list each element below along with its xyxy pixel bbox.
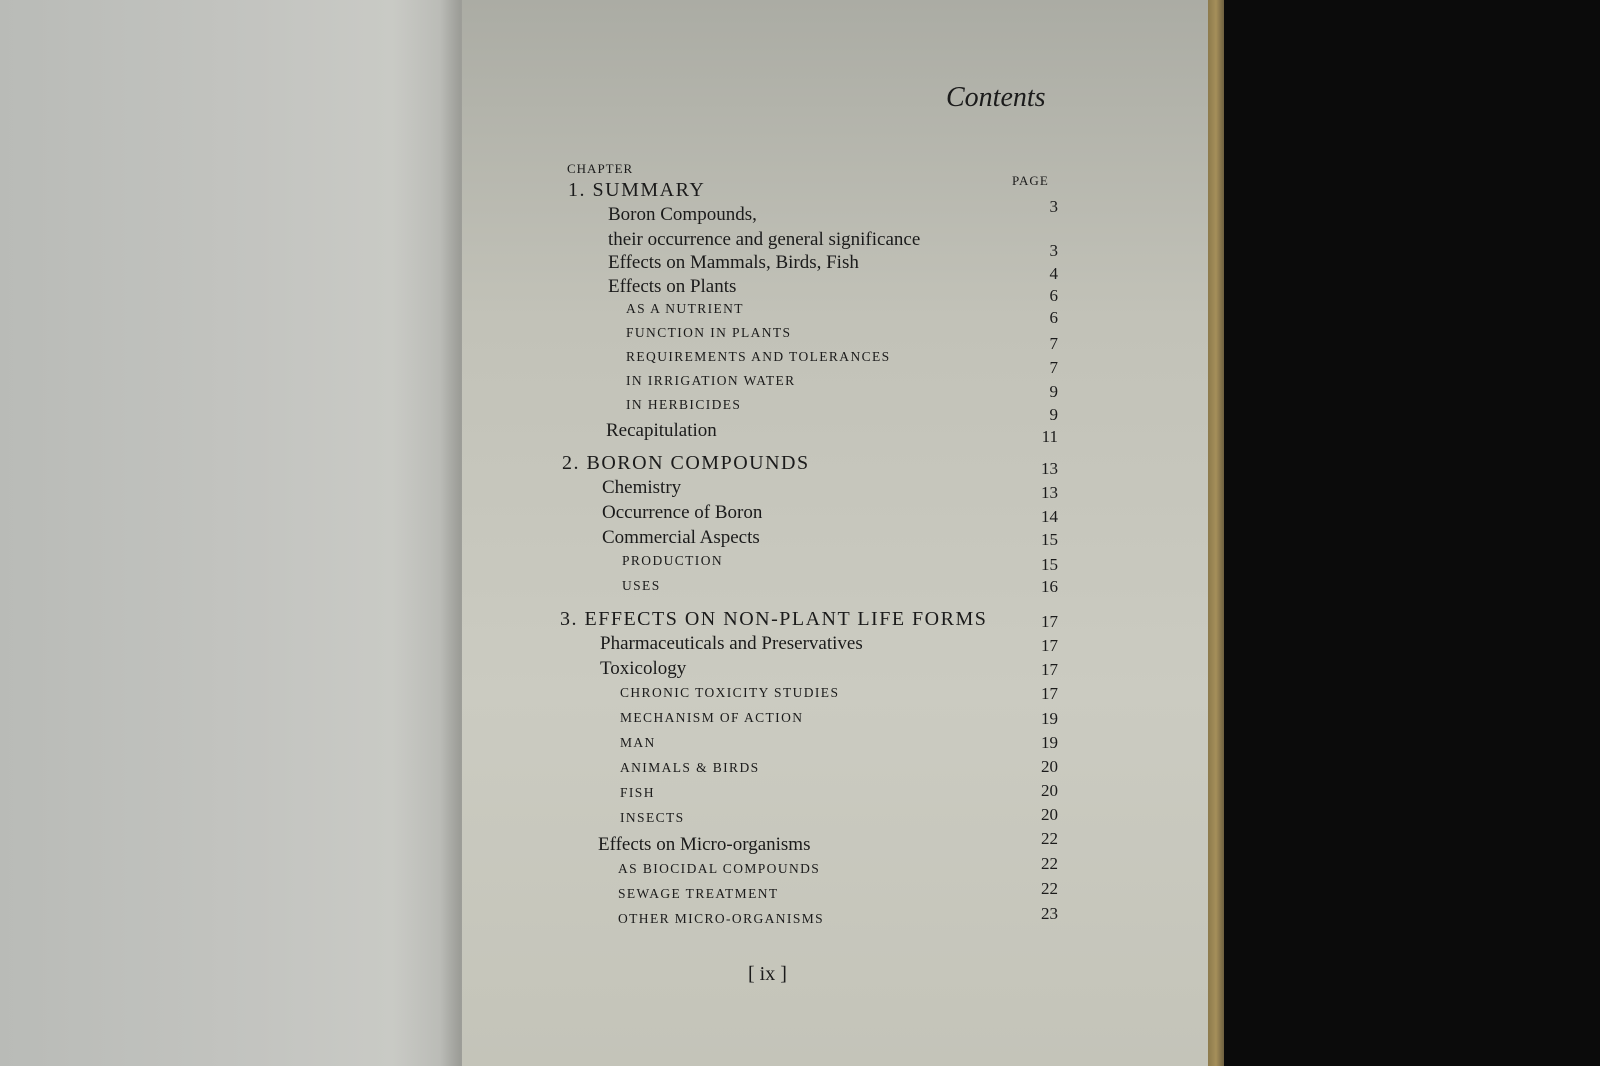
toc-section-title: their occurrence and general significance (608, 229, 921, 250)
toc-subsection-title: CHRONIC TOXICITY STUDIES (620, 685, 840, 700)
toc-page-number: 14 (1041, 507, 1058, 526)
toc-page-number: 17 (1041, 660, 1058, 679)
toc-subsection-title: ANIMALS & BIRDS (620, 760, 760, 775)
toc-subsection-title: REQUIREMENTS AND TOLERANCES (626, 349, 891, 364)
toc-subsection-title: AS BIOCIDAL COMPOUNDS (618, 861, 821, 876)
toc-section-title: Effects on Plants (608, 276, 737, 297)
toc-page-number: 9 (1049, 405, 1058, 424)
toc-subsection-title: MAN (620, 735, 656, 750)
toc-page-number: 7 (1049, 358, 1058, 377)
toc-page-number: 16 (1041, 577, 1058, 596)
toc-page-number: 17 (1041, 684, 1058, 703)
toc-subsection-title: PRODUCTION (622, 553, 724, 568)
toc-section-title: Pharmaceuticals and Preservatives (600, 633, 863, 654)
chapter-column-label: CHAPTER (567, 161, 634, 176)
toc-page-number: 20 (1041, 805, 1058, 824)
toc-chapter-title: 2. BORON COMPOUNDS (562, 452, 810, 474)
toc-section-title: Boron Compounds, (608, 204, 757, 225)
toc-page-number: 17 (1041, 636, 1058, 655)
toc-section-title: Occurrence of Boron (602, 502, 763, 523)
toc-page-number: 3 (1049, 241, 1058, 260)
toc-page-number: 22 (1041, 854, 1058, 873)
toc-subsection-title: OTHER MICRO-ORGANISMS (618, 911, 825, 926)
toc-section-title: Effects on Mammals, Birds, Fish (608, 252, 859, 273)
book-cover-edge (1208, 0, 1224, 1066)
toc-subsection-title: AS A NUTRIENT (626, 301, 744, 316)
toc-page-number: 15 (1041, 555, 1058, 574)
toc-subsection-title: INSECTS (620, 810, 685, 825)
contents-page (462, 0, 1210, 1066)
toc-page-number: 19 (1041, 733, 1058, 752)
toc-subsection-title: IN HERBICIDES (626, 397, 742, 412)
toc-page-number: 13 (1041, 459, 1058, 478)
toc-page-number: 6 (1049, 286, 1058, 305)
page-column-label: PAGE (1012, 173, 1049, 188)
toc-page-number: 23 (1041, 904, 1058, 923)
toc-page-number: 9 (1049, 382, 1058, 401)
toc-page-number: 15 (1041, 530, 1058, 549)
toc-chapter-title: 1. SUMMARY (568, 179, 706, 201)
toc-page-number: 13 (1041, 483, 1058, 502)
toc-subsection-title: SEWAGE TREATMENT (618, 886, 779, 901)
toc-section-title: Commercial Aspects (602, 527, 760, 548)
toc-subsection-title: MECHANISM OF ACTION (620, 710, 804, 725)
toc-subsection-title: FUNCTION IN PLANTS (626, 325, 792, 340)
toc-page-number: 22 (1041, 829, 1058, 848)
left-blank-page (0, 0, 462, 1066)
toc-subsection-title: USES (622, 578, 661, 593)
toc-page-number: 4 (1049, 264, 1058, 283)
toc-page-number: 6 (1049, 308, 1058, 327)
toc-section-title: Toxicology (600, 658, 687, 679)
toc-section-title: Effects on Micro-organisms (598, 834, 811, 855)
toc-page-number: 20 (1041, 757, 1058, 776)
dark-background (1224, 0, 1600, 1066)
toc-section-title: Chemistry (602, 477, 682, 498)
toc-subsection-title: FISH (620, 785, 655, 800)
toc-page-number: 3 (1049, 197, 1058, 216)
toc-chapter-title: 3. EFFECTS ON NON-PLANT LIFE FORMS (560, 608, 988, 630)
toc-page-number: 17 (1041, 612, 1058, 631)
toc-page-number: 20 (1041, 781, 1058, 800)
page-folio: [ ix ] (748, 963, 787, 985)
toc-page-number: 11 (1041, 427, 1058, 446)
toc-page-number: 22 (1041, 879, 1058, 898)
toc-section-title: Recapitulation (606, 420, 717, 441)
contents-heading: Contents (946, 82, 1046, 113)
toc-page-number: 7 (1049, 334, 1058, 353)
toc-page-number: 19 (1041, 709, 1058, 728)
toc-subsection-title: IN IRRIGATION WATER (626, 373, 796, 388)
